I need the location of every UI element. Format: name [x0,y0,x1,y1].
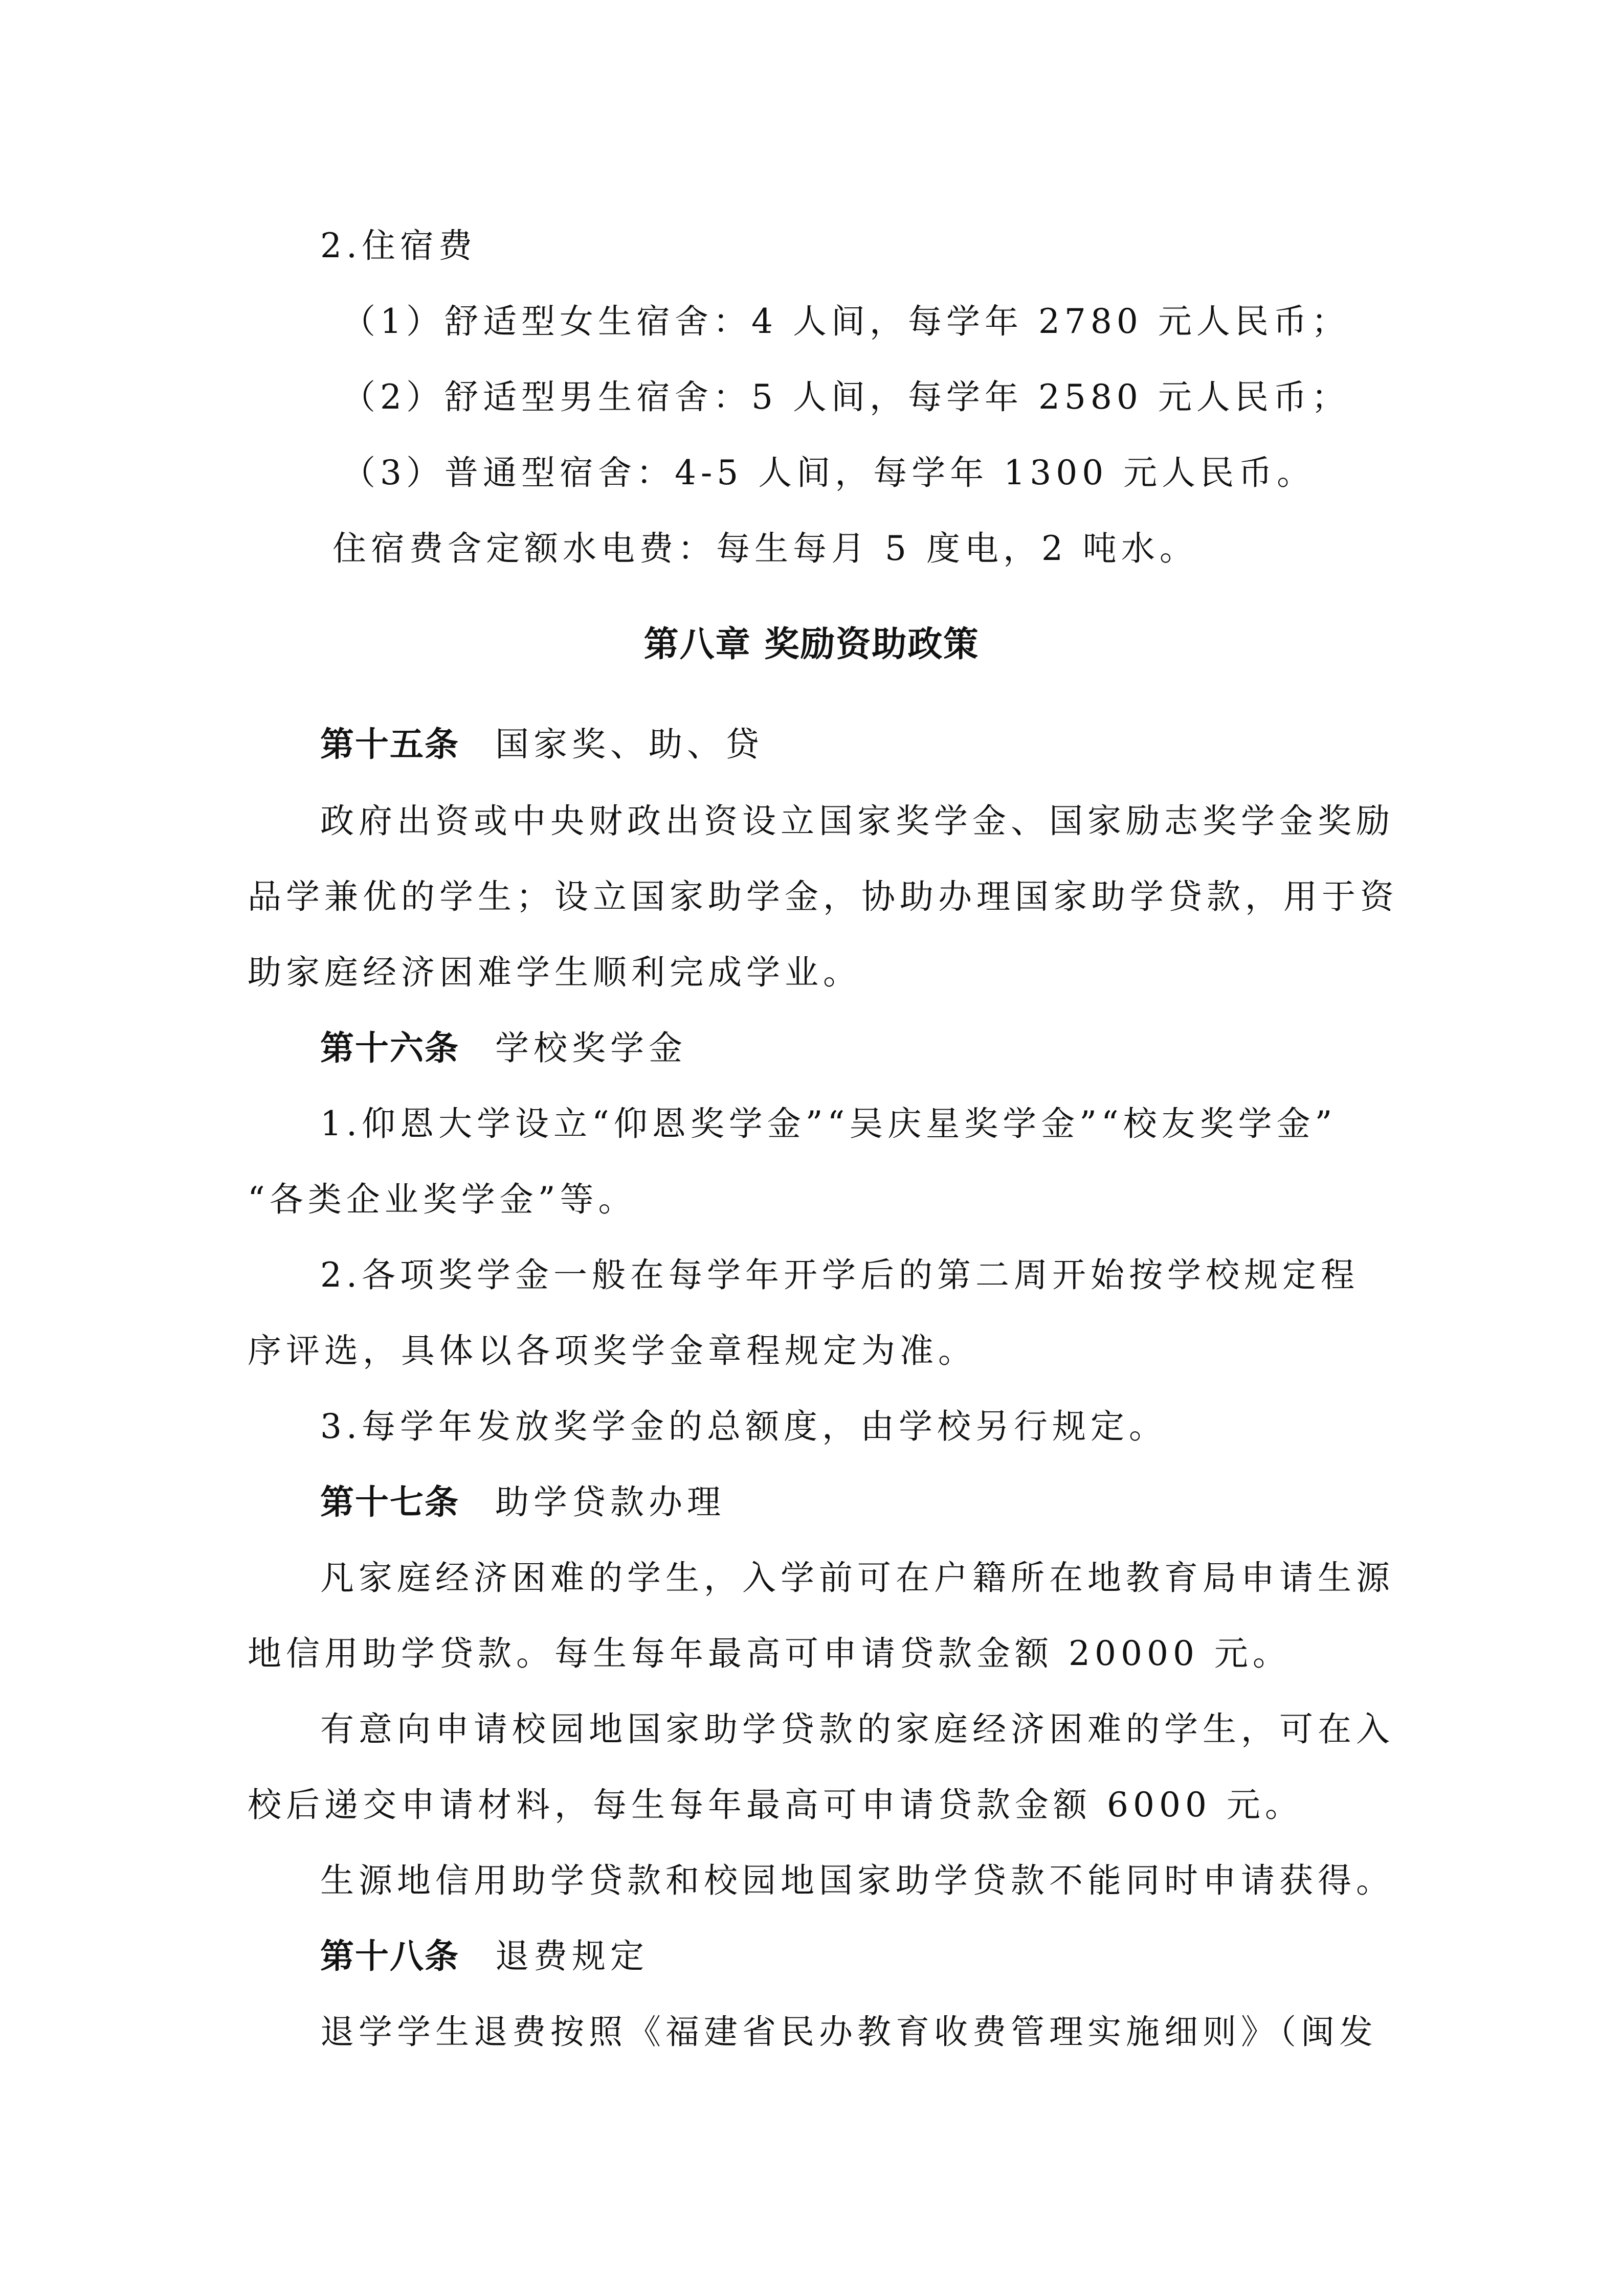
paragraph-line: 有意向申请校园地国家助学贷款的家庭经济困难的学生，可在入 [320,1709,1394,1749]
dorm-fee-note: 住宿费含定额水电费：每生每月 5 度电，2 吨水。 [332,529,1198,568]
article-number: 第十六条 [320,1028,459,1068]
article-title: 助学贷款办理 [495,1482,725,1522]
section-title-accommodation: 2.住宿费 [320,226,477,265]
paragraph-line: 政府出资或中央财政出资设立国家奖学金、国家励志奖学金奖励 [320,801,1394,841]
article-17-heading [0,1482,1623,1523]
paragraph-line: 凡家庭经济困难的学生，入学前可在户籍所在地教育局申请生源 [320,1558,1394,1597]
paragraph-line: 3.每学年发放奖学金的总额度，由学校另行规定。 [320,1407,1167,1446]
article-number: 第十八条 [320,1937,459,1976]
paragraph-line: 校后递交申请材料，每生每年最高可申请贷款金额 6000 元。 [248,1785,1303,1825]
article-18-heading [0,1936,1623,1977]
article-title: 学校奖学金 [495,1028,687,1068]
article-number: 第十七条 [320,1482,459,1522]
paragraph-line: 地信用助学贷款。每生每年最高可申请贷款金额 20000 元。 [248,1634,1291,1673]
paragraph-line: 生源地信用助学贷款和校园地国家助学贷款不能同时申请获得。 [320,1861,1394,1900]
dorm-item-standard: （3）普通型宿舍：4-5 人间，每学年 1300 元人民币。 [342,453,1316,492]
paragraph-line: 助家庭经济困难学生顺利完成学业。 [248,953,861,992]
article-title: 退费规定 [495,1937,649,1976]
article-title: 国家奖、助、贷 [495,725,764,764]
article-15-heading [0,724,1623,765]
article-16-heading [0,1028,1623,1069]
paragraph-line: 序评选，具体以各项奖学金章程规定为准。 [248,1331,976,1370]
paragraph-line: 退学学生退费按照《福建省民办教育收费管理实施细则》（闽发 [320,2012,1377,2052]
paragraph-line: 品学兼优的学生；设立国家助学金，协助办理国家助学贷款，用于资 [248,877,1398,916]
article-number: 第十五条 [320,725,459,764]
dorm-item-female: （1）舒适型女生宿舍：4 人间，每学年 2780 元人民币； [342,302,1350,341]
paragraph-line: 2.各项奖学金一般在每学年开学后的第二周开始按学校规定程 [320,1255,1359,1295]
chapter-heading: 第八章 奖励资助政策 [643,624,980,665]
dorm-item-male: （2）舒适型男生宿舍：5 人间，每学年 2580 元人民币； [342,377,1350,417]
paragraph-line: “各类企业奖学金”等。 [248,1180,637,1219]
paragraph-line: 1.仰恩大学设立“仰恩奖学金”“吴庆星奖学金”“校友奖学金” [320,1104,1337,1143]
